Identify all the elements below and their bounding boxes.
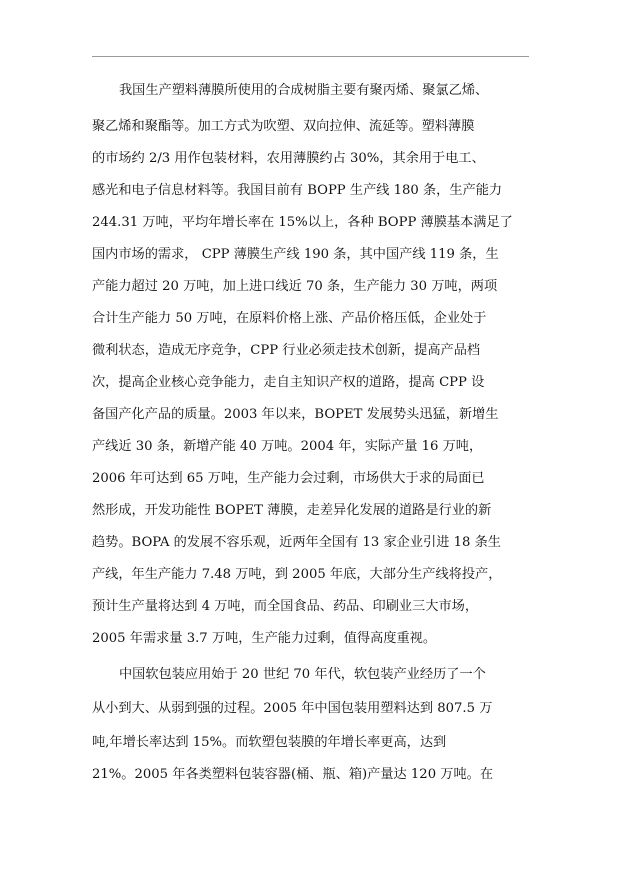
paragraph-1-line: 合计生产能力 50 万吨，在原料价格上涨、产品价格压低，企业处于 bbox=[92, 311, 487, 326]
header-divider bbox=[92, 56, 529, 57]
paragraph-1-line: 2005 年需求量 3.7 万吨，生产能力过剩，值得高度重视。 bbox=[92, 631, 437, 646]
paragraph-1-line: 产线，年生产能力 7.48 万吨，到 2005 年底，大部分生产线将投产， bbox=[92, 567, 502, 582]
paragraph-1-line: 预计生产量将达到 4 万吨，而全国食品、药品、印刷业三大市场， bbox=[92, 599, 479, 614]
paragraph-1-line: 产线近 30 条，新增产能 40 万吨。2004 年，实际产量 16 万吨， bbox=[92, 439, 483, 454]
paragraph-2-line: 从小到大、从弱到强的过程。2005 年中国包装用塑料达到 807.5 万 bbox=[92, 701, 493, 716]
paragraph-1-line: 2006 年可达到 65 万吨，生产能力会过剩，市场供大于求的局面已 bbox=[92, 471, 485, 486]
paragraph-1-line: 微利状态，造成无序竞争，CPP 行业必须走技术创新，提高产品档 bbox=[92, 343, 481, 358]
paragraph-1-line: 我国生产塑料薄膜所使用的合成树脂主要有聚丙烯、聚氯乙烯、 bbox=[119, 83, 489, 98]
paragraph-2-line: 中国软包装应用始于 20 世纪 70 年代，软包装产业经历了一个 bbox=[119, 667, 486, 682]
paragraph-1-line: 国内市场的需求， CPP 薄膜生产线 190 条，其中国产线 119 条，生 bbox=[92, 247, 499, 262]
paragraph-1-line: 244.31 万吨，平均年增长率在 15%以上，各种 BOPP 薄膜基本满足了 bbox=[92, 215, 513, 230]
paragraph-1-line: 备国产化产品的质量。2003 年以来，BOPET 发展势头迅猛，新增生 bbox=[92, 407, 499, 422]
paragraph-1-line: 然形成，开发功能性 BOPET 薄膜，走差异化发展的道路是行业的新 bbox=[92, 503, 492, 518]
paragraph-1-line: 次，提高企业核心竞争能力，走自主知识产权的道路，提高 CPP 设 bbox=[92, 375, 485, 390]
paragraph-2-line: 21%。2005 年各类塑料包装容器(桶、瓶、箱)产量达 120 万吨。在 bbox=[92, 767, 494, 782]
paragraph-1-line: 聚乙烯和聚酯等。加工方式为吹塑、双向拉伸、流延等。塑料薄膜 bbox=[92, 119, 475, 134]
paragraph-2-line: 吨,年增长率达到 15%。而软塑包装膜的年增长率更高，达到 bbox=[92, 735, 447, 750]
paragraph-1-line: 趋势。BOPA 的发展不容乐观，近两年全国有 13 家企业引进 18 条生 bbox=[92, 535, 501, 550]
paragraph-1-line: 感光和电子信息材料等。我国目前有 BOPP 生产线 180 条，生产能力 bbox=[92, 183, 503, 198]
paragraph-1-line: 产能力超过 20 万吨，加上进口线近 70 条，生产能力 30 万吨，两项 bbox=[92, 279, 498, 294]
paragraph-1-line: 的市场约 2/3 用作包装材料，农用薄膜约占 30%，其余用于电工、 bbox=[92, 151, 485, 166]
